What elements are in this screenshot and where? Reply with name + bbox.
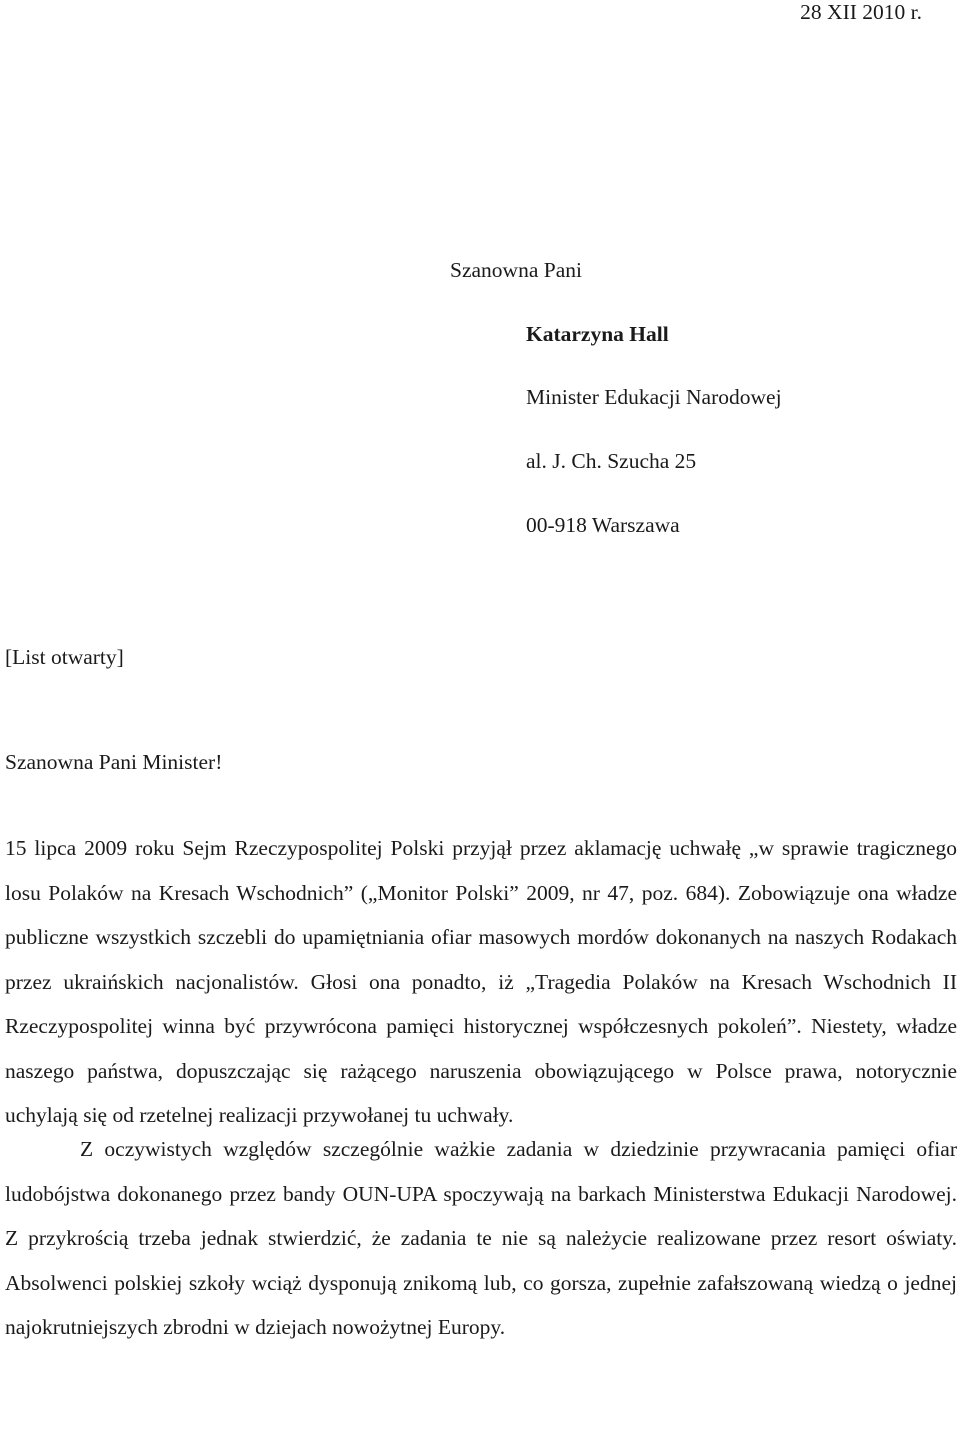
greeting: Szanowna Pani Minister! xyxy=(5,750,223,774)
body-paragraph-1: 15 lipca 2009 roku Sejm Rzeczypospolitej Polski przyjął przez aklamację uchwałę „w sprawie tragicznego losu Polaków na Kresach Wschodnich” („Monitor Polski” 2009, nr 47, poz. 684). Zobowiązuje ona władze publiczne wszystkich szczebli do upamiętniania ofiar masowych mordów dokonanych na naszych Rodakach przez ukraińskich nacjonalistów. Głosi ona ponadto, iż „Tragedia Polaków na Kresach Wschodnich II Rzeczypospolitej winna być przywrócona pamięci historycznej współczesnych pokoleń”. Niestety, władze naszego państwa, dopuszczając się rażącego naruszenia obowiązującego w Polsce prawa, notorycznie uchylają się od rzetelnej realizacji przywołanej tu uchwały. xyxy=(5,836,957,1127)
recipient-name: Katarzyna Hall xyxy=(526,322,669,346)
recipient-city: 00-918 Warszawa xyxy=(526,513,680,537)
body-paragraph-2: Z oczywistych względów szczególnie ważkie zadania w dziedzinie przywracania pamięci ofiar ludobójstwa dokonanego przez bandy OUN-UPA spoczywają na barkach Ministerstwa Edukacji Narodowej. Z przykrością trzeba jednak stwierdzić, że zadania te nie są należycie realizowane przez resort oświaty. Absolwenci polskiej szkoły wciąż dysponują znikomą lub, co gorsza, zupełnie zafałszowaną wiedzą o jednej najokrutniejszych zbrodni w dziejach nowożytnej Europy. xyxy=(5,1137,957,1339)
recipient-street: al. J. Ch. Szucha 25 xyxy=(526,449,697,473)
open-letter-marker: [List otwarty] xyxy=(5,645,124,669)
letter-date: 28 XII 2010 r. xyxy=(800,0,922,24)
salutation-top: Szanowna Pani xyxy=(450,258,582,282)
recipient-title: Minister Edukacji Narodowej xyxy=(526,385,782,409)
